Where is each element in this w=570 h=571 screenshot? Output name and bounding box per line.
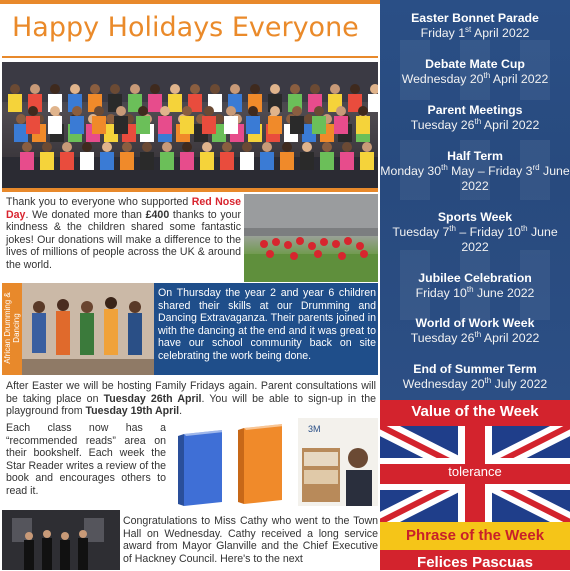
page-title: Happy Holidays Everyone — [12, 12, 359, 43]
red-nose-day-text: Thank you to everyone who supported Red Nose Day. We donated more than £400 thanks to your kindness & the children shared some fantastic jokes! Our donations will make a difference to the lives of millions of people across the UK & around the world. — [6, 196, 241, 271]
event-name: End of Summer Term — [413, 362, 537, 376]
event-end-of-summer — [380, 362, 570, 392]
blue-book-icon — [178, 428, 228, 506]
event-name: World of Work Week — [415, 316, 535, 330]
reader-sign: 3M — [308, 424, 321, 434]
town-hall-photo — [2, 510, 120, 570]
family-fridays-text: After Easter we will be hosting Family Fridays again. Parent consultations will be taking place on Tuesday 26th April. You will be able to sign-up in the playground from Tuesday 19th April. — [6, 380, 376, 418]
event-jubilee — [380, 271, 570, 301]
event-name: Jubilee Celebration — [418, 271, 532, 285]
star-reader-illustration — [298, 418, 378, 506]
event-date: Tuesday 26th April 2022 — [410, 330, 540, 345]
event-date: Wednesday 20th July 2022 — [402, 376, 548, 391]
dancing-illustration — [22, 283, 154, 375]
value-of-week-title: Value of the Week — [411, 403, 539, 420]
event-name: Parent Meetings — [427, 103, 523, 117]
photo-divider — [2, 188, 378, 192]
event-easter-bonnet — [380, 11, 570, 41]
event-date: Tuesday 7th – Friday 10th June 2022 — [392, 224, 558, 254]
class-group-photo — [2, 62, 378, 188]
event-date: Wednesday 20th April 2022 — [401, 71, 549, 86]
dance-side-label: African Drumming & Dancing — [3, 292, 21, 364]
event-date: Monday 30th May – Friday 3rd June 2022 — [380, 163, 570, 193]
playground-photo — [244, 194, 378, 282]
value-of-week-word: tolerance — [448, 464, 502, 479]
phrase-of-week-word: Felices Pascuas — [417, 554, 533, 571]
event-name: Debate Mate Cup — [425, 57, 525, 71]
orange-book-icon — [238, 422, 288, 504]
dance-text: On Thursday the year 2 and year 6 children shared their skills at our Drumming and Dancing Extravaganza. Their parents joined in with the dancing at the end and it was great to have our school community back on site celebrating the work being done. — [158, 287, 376, 362]
star-reader-photo — [298, 418, 378, 506]
event-parent-meetings — [380, 103, 570, 133]
recommended-reads-text: Each class now has a “recommended reads” area on their bookshelf. Each week the Star Reader writes a review of the book and encourages others to read it. — [6, 422, 166, 497]
event-sports-week — [380, 210, 570, 255]
event-date: Tuesday 26th April 2022 — [410, 117, 540, 132]
event-world-of-work — [380, 316, 570, 346]
event-name: Sports Week — [437, 210, 513, 224]
town-hall-illustration — [2, 510, 120, 570]
event-date: Friday 1st April 2022 — [420, 25, 530, 40]
cathy-award-text: Congratulations to Miss Cathy who went to the Town Hall on Wednesday. Cathy received a long service award from Mayor Glanville and the Chief Executive of Hackney Council. Here's to the next — [123, 515, 378, 565]
event-half-term — [380, 149, 570, 194]
event-name: Easter Bonnet Parade — [411, 11, 539, 25]
event-name: Half Term — [447, 149, 503, 163]
dancing-photo — [22, 283, 154, 375]
event-date: Friday 10th June 2022 — [415, 285, 535, 300]
class-group-illustration — [2, 62, 378, 188]
event-debate-mate — [380, 57, 570, 87]
phrase-of-week-title: Phrase of the Week — [405, 527, 545, 544]
playground-illustration — [244, 194, 378, 282]
